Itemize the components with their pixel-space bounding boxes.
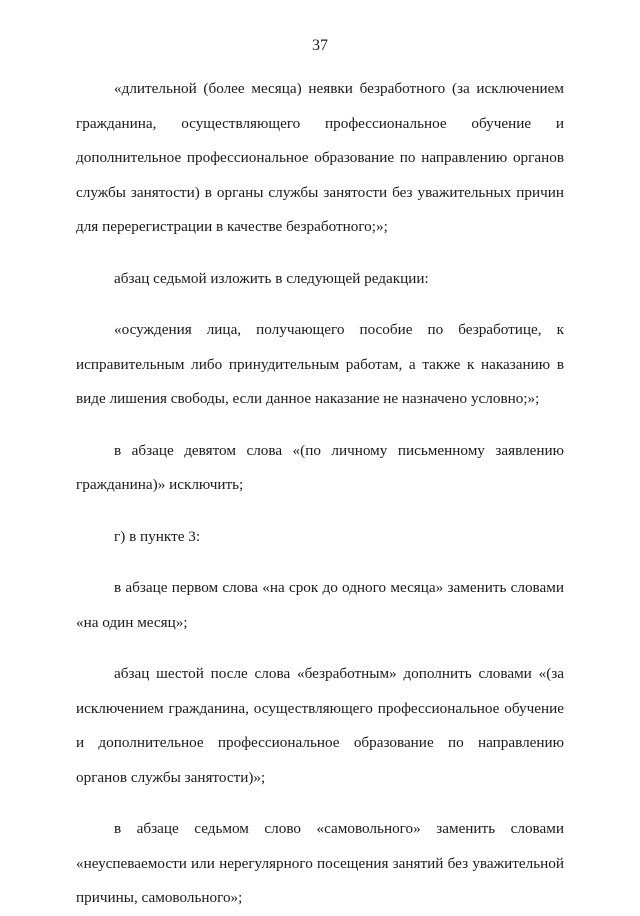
page-number: 37 xyxy=(312,37,328,54)
paragraph-conviction-clause: «осуждения лица, получающего пособие по безработице, к исправительным либо принудительным работам, а также к наказанию в виде лишения свободы, если данное наказание не назначено условно;»; xyxy=(76,321,564,407)
document-body xyxy=(76,72,564,916)
paragraph-first-amendment: в абзаце первом слова «на срок до одного месяца» заменить словами «на один месяц»; xyxy=(76,579,564,631)
paragraph-seventh-amendment: в абзаце седьмом слово «самовольного» заменить словами «неуспеваемости или нерегулярного посещения занятий без уважительной причины, самовольного»; xyxy=(76,820,564,906)
paragraph-point-3-heading: г) в пункте 3: xyxy=(114,527,201,545)
paragraph-seventh-instruction: абзац седьмой изложить в следующей редакции: xyxy=(114,269,429,287)
paragraph-sixth-amendment: абзац шестой после слова «безработным» дополнить словами «(за исключением гражданина, осуществляющего профессиональное обучение и дополнительное профессиональное образование по направлению органов службы занятости)»; xyxy=(76,665,564,786)
paragraph-absence-clause: «длительной (более месяца) неявки безработного (за исключением гражданина, осуществляющего профессиональное обучение и дополнительное профессиональное образование по направлению органов службы занятости) в органы службы занятости без уважительных причин для перерегистрации в качестве безработного;»; xyxy=(76,80,564,235)
paragraph-ninth-amendment: в абзаце девятом слова «(по личному письменному заявлению гражданина)» исключить; xyxy=(76,441,564,493)
